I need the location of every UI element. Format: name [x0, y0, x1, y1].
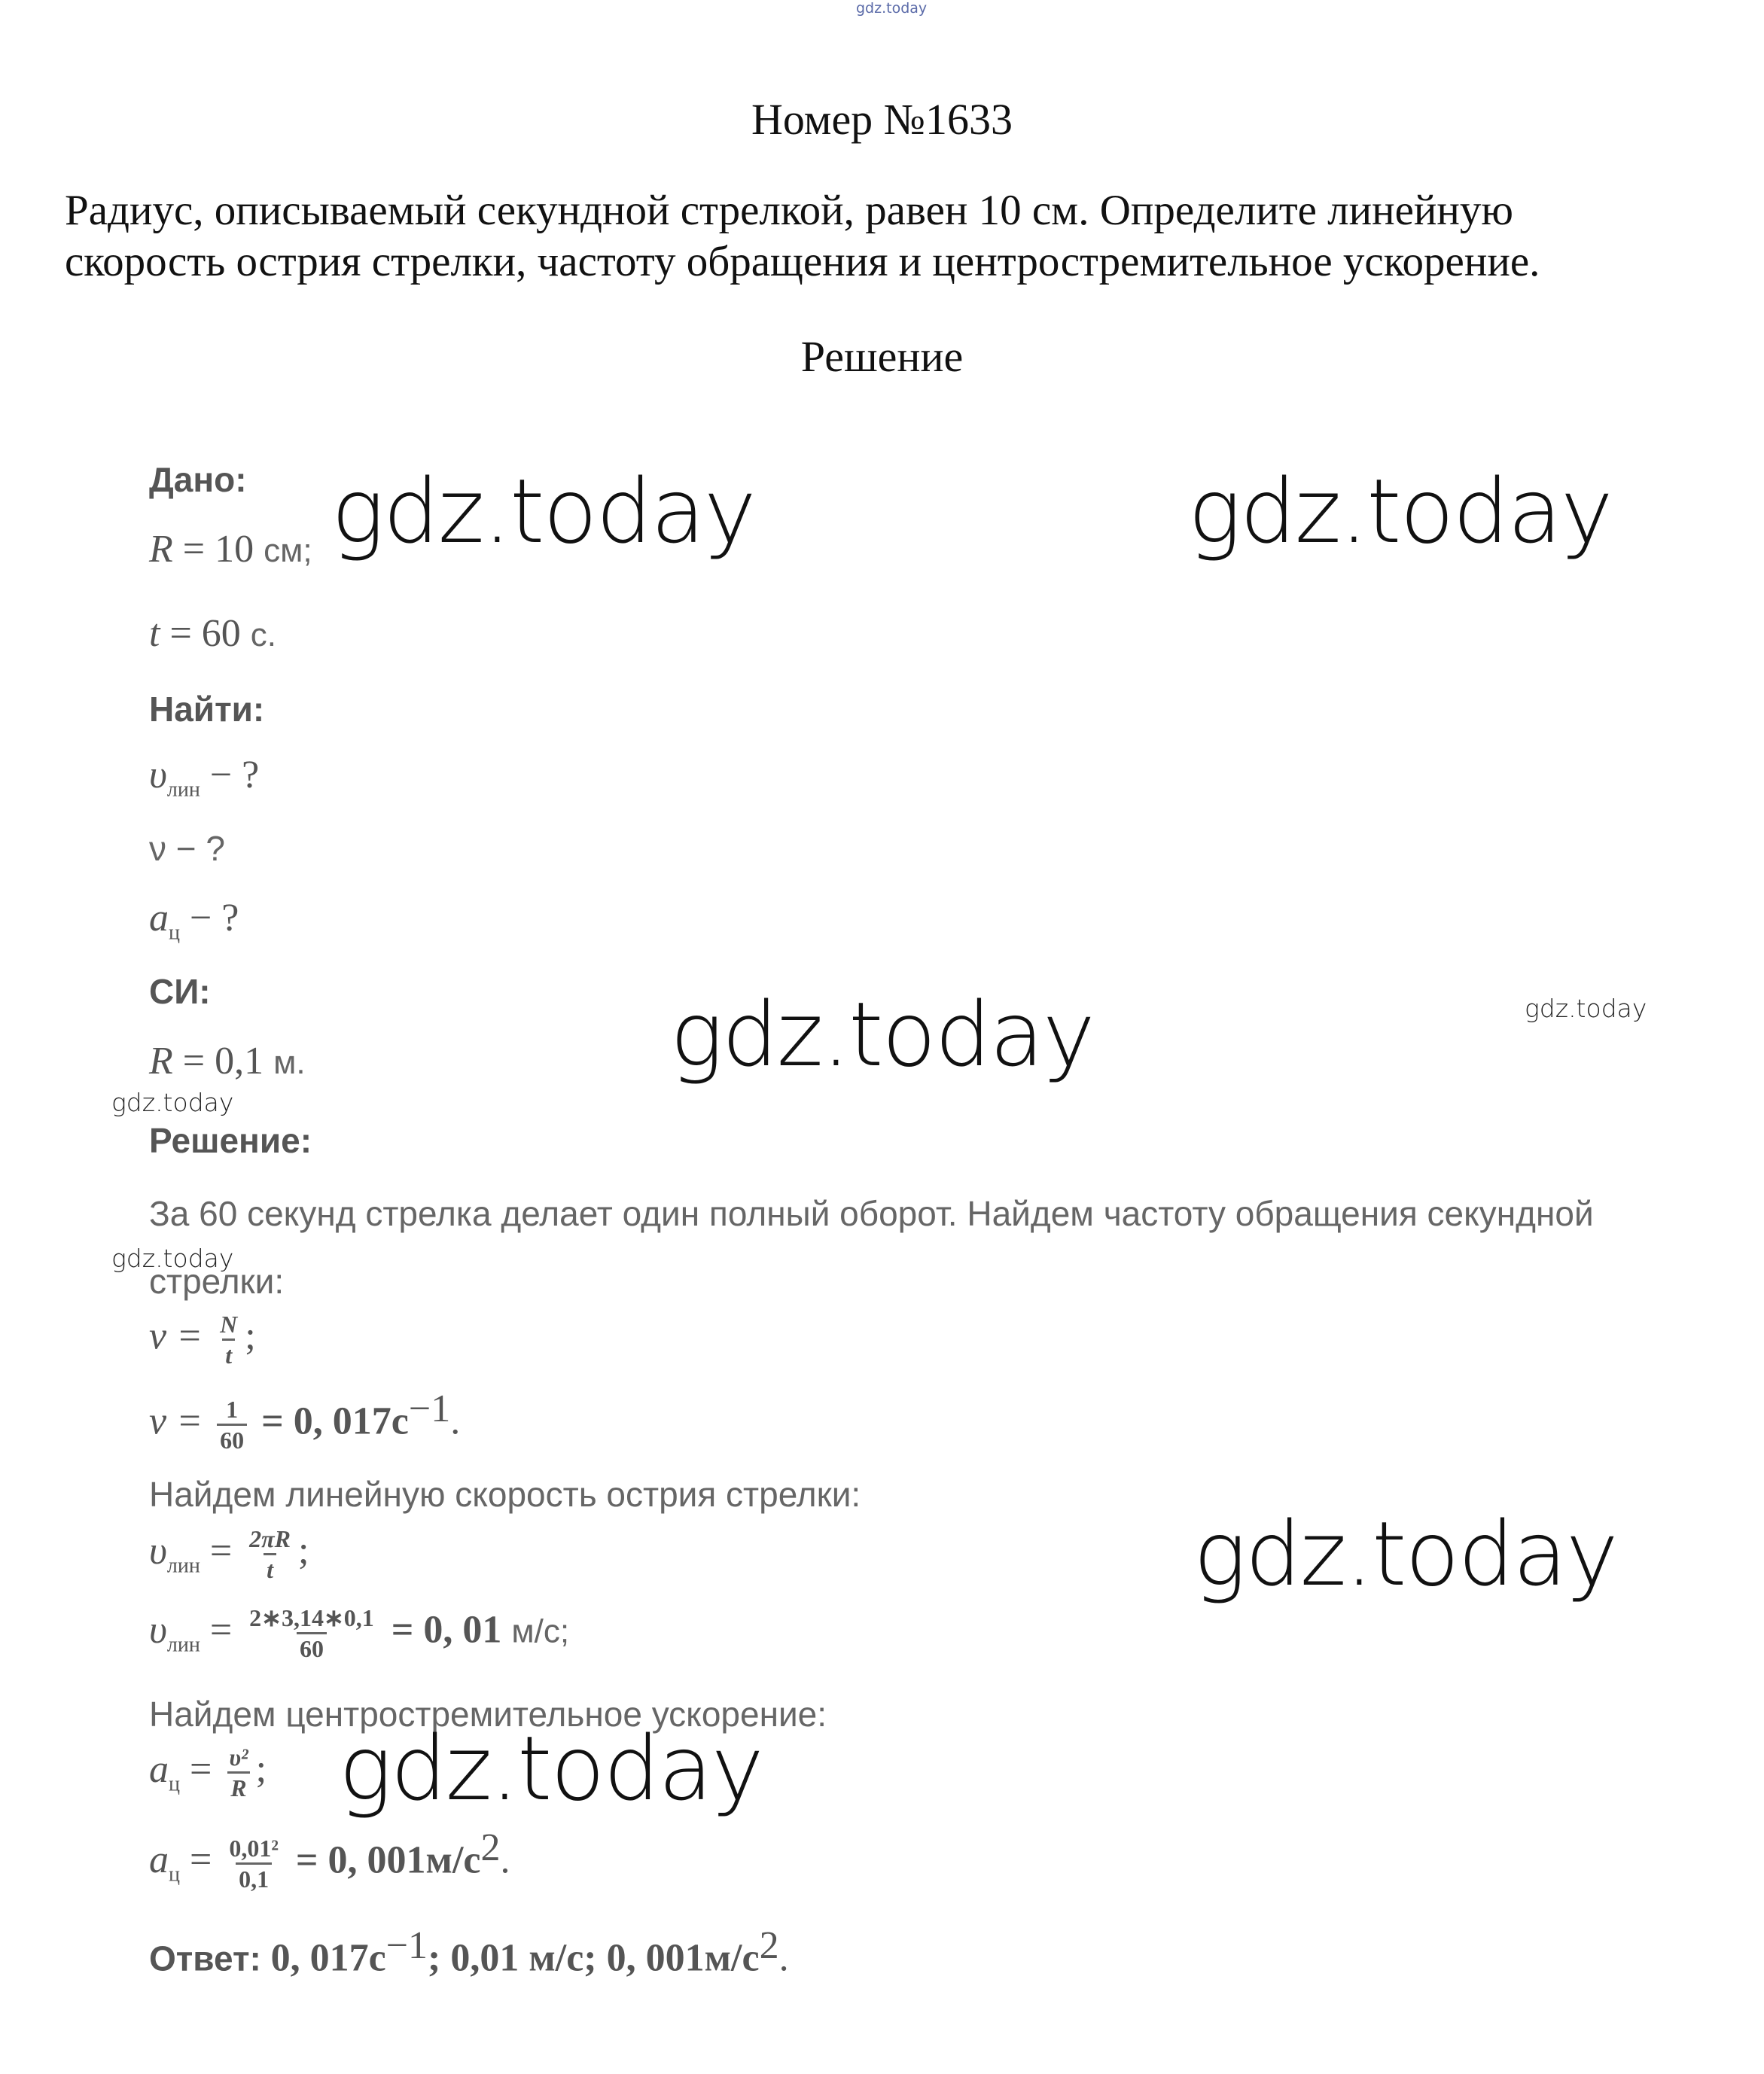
given-time: t = 60 с.	[149, 612, 277, 655]
solution-label: Решение:	[149, 1121, 312, 1160]
velocity-calculation: $\upsilon_{лин}$ = $\frac{2∗3,14∗0,1}{60}$ = 0, 01 м/с;	[149, 1604, 570, 1662]
find-label: Найти:	[149, 690, 265, 729]
page-title: Номер №1633	[751, 95, 1013, 144]
problem-line-1: Радиус, описываемый секундной стрелкой, равен 10 см. Определите линейную	[65, 187, 1514, 234]
watermark-small: gdz.today	[1525, 994, 1647, 1023]
solution-heading: Решение	[800, 332, 964, 381]
find-acceleration: $a_ц$ − ?	[149, 897, 239, 945]
solution-paragraph-3: Найдем центростремительное ускорение:	[149, 1695, 827, 1734]
given-label: Дано:	[149, 460, 247, 499]
watermark-large: gdz.today	[1188, 459, 1612, 563]
answer-line: Ответ: 0, $017с^{-1}$; 0,01 м/с; 0, $001м/с^2$.	[149, 1924, 789, 1980]
si-label: СИ:	[149, 972, 211, 1011]
find-linear-velocity: $\upsilon_{лин}$ − ?	[149, 754, 260, 802]
acceleration-calculation: $a_ц$ = $\frac{\text{0,01²}}{0,1}$ = 0, $001м/с^2$.	[149, 1826, 510, 1893]
watermark-large: gdz.today	[1193, 1502, 1617, 1606]
solution-paragraph-2: Найдем линейную скорость острия стрелки:	[149, 1475, 861, 1514]
watermark-small: gdz.today	[111, 1244, 234, 1273]
given-radius: R = 10 см;	[149, 528, 312, 571]
si-radius: R = 0,1 м.	[149, 1040, 306, 1083]
solution-paragraph-1-line-2: стрелки:	[149, 1262, 285, 1301]
acceleration-formula: $a_ц$ = $\frac{\text{υ²}}{R}$ ;	[149, 1744, 267, 1801]
watermark-large: gdz.today	[331, 459, 755, 563]
find-frequency: ν − ?	[149, 829, 226, 868]
problem-line-2: скорость острия стрелки, частоту обращения и центростремительное ускорение.	[65, 238, 1540, 285]
top-watermark: gdz.today	[856, 0, 928, 17]
frequency-formula: ν = $\frac{N}{t}$ ;	[149, 1311, 256, 1369]
solution-paragraph-1-line-1: За 60 секунд стрелка делает один полный оборот. Найдем частоту обращения секундной	[149, 1194, 1594, 1233]
watermark-large: gdz.today	[670, 982, 1094, 1086]
frequency-calculation: ν = $\frac{1}{60}$ = 0, $017с^{-1}$.	[149, 1387, 461, 1454]
velocity-formula: $\upsilon_{лин}$ = $\frac{2\pi R}{t}$ ;	[149, 1525, 309, 1583]
problem-statement	[65, 185, 1540, 288]
watermark-small: gdz.today	[111, 1088, 234, 1117]
watermark-large: gdz.today	[339, 1716, 763, 1820]
